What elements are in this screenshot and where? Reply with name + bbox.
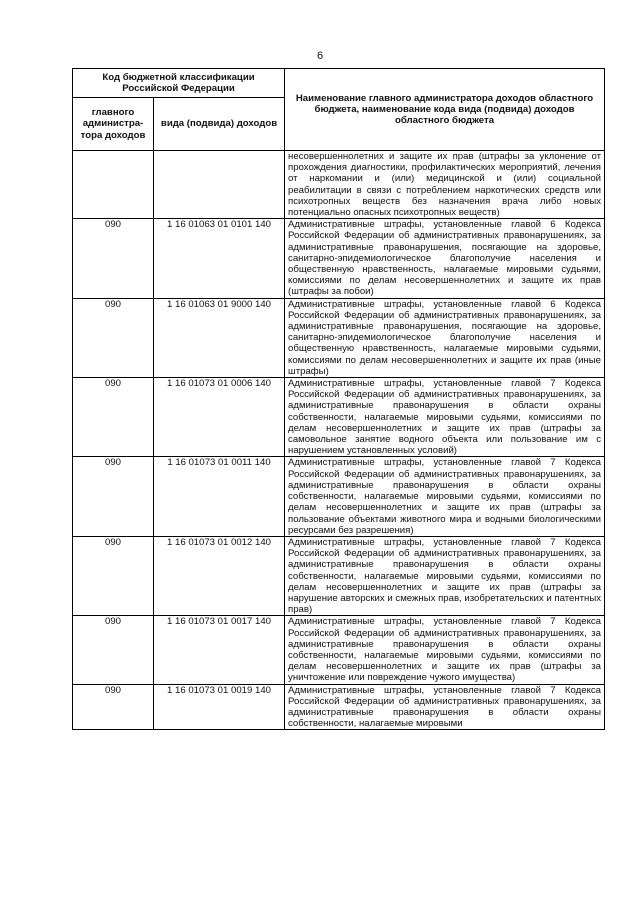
admin-code-cell: 090 [73,616,154,684]
header-admin-column: главного администра-тора доходов [73,98,154,151]
table-row [73,684,605,730]
table-row [73,378,605,457]
admin-code-cell: 090 [73,219,154,298]
revenue-code-cell: 1 16 01063 01 0101 140 [154,219,285,298]
header-bcc-group: Код бюджетной классификации Российской Федерации [73,69,285,98]
revenue-name-cell: Административные штрафы, установленные главой 6 Кодекса Российской Федерации об административных правонарушениях, за административные правонарушения, посягающие на здоровье, санитарно-эпидемиологическое благополучие населения и общественную нравственность, налагаемые мировыми судьями, комиссиями по делам несовершеннолетних и защите их прав (штрафы за побои) [285,219,605,298]
revenue-name-cell: несовершеннолетних и защите их прав (штрафы за уклонение от прохождения диагностики, профилактических мероприятий, лечения от наркомании и (или) медицинской и (или) социальной реабилитации в связи с потреблением наркотических средств или психотропных веществ без назначения врача либо новых потенциально опасных психотропных веществ) [285,151,605,219]
revenue-code-cell: 1 16 01073 01 0011 140 [154,457,285,536]
revenue-code-cell: 1 16 01063 01 9000 140 [154,298,285,377]
revenue-code-cell: 1 16 01073 01 0012 140 [154,536,285,615]
table-row [73,298,605,377]
table-row [73,616,605,684]
table-row [73,219,605,298]
revenue-code-cell [154,151,285,219]
revenue-name-cell: Административные штрафы, установленные главой 7 Кодекса Российской Федерации об административных правонарушениях, за административные правонарушения в области охраны собственности, налагаемые мировыми [285,684,605,730]
revenue-name-cell: Административные штрафы, установленные главой 7 Кодекса Российской Федерации об административных правонарушениях, за административные правонарушения в области охраны собственности, налагаемые мировыми судьями, комиссиями по делам несовершеннолетних и защите их прав (штрафы за уничтожение или повреждение чужого имущества) [285,616,605,684]
page-number: 6 [316,50,324,62]
admin-code-cell: 090 [73,457,154,536]
table-row [73,151,605,219]
revenue-code-cell: 1 16 01073 01 0006 140 [154,378,285,457]
revenue-code-cell: 1 16 01073 01 0017 140 [154,616,285,684]
revenue-name-cell: Административные штрафы, установленные главой 7 Кодекса Российской Федерации об административных правонарушениях, за административные правонарушения в области охраны собственности, налагаемые мировыми судьями, комиссиями по делам несовершеннолетних и защите их прав (штрафы за самовольное занятие водного объекта или пользование им с нарушением установленных условий) [285,378,605,457]
admin-code-cell: 090 [73,298,154,377]
table-row [73,536,605,615]
table-row [73,457,605,536]
admin-code-cell: 090 [73,536,154,615]
admin-code-cell: 090 [73,684,154,730]
revenue-name-cell: Административные штрафы, установленные главой 7 Кодекса Российской Федерации об административных правонарушениях, за административные правонарушения в области охраны собственности, налагаемые мировыми судьями, комиссиями по делам несовершеннолетних и защите их прав (штрафы за пользование объектами животного мира и водными биологическими ресурсами без разрешения) [285,457,605,536]
admin-code-cell [73,151,154,219]
header-code-column: вида (подвида) доходов [154,98,285,151]
budget-classification-table [72,68,605,730]
admin-code-cell: 090 [73,378,154,457]
revenue-code-cell: 1 16 01073 01 0019 140 [154,684,285,730]
revenue-name-cell: Административные штрафы, установленные главой 7 Кодекса Российской Федерации об административных правонарушениях, за административные правонарушения в области охраны собственности, налагаемые мировыми судьями, комиссиями по делам несовершеннолетних и защите их прав (штрафы за нарушение авторских и смежных прав, изобретательских и патентных прав) [285,536,605,615]
header-name-column: Наименование главного администратора доходов областного бюджета, наименование кода вида (подвида) доходов областного бюджета [285,69,605,151]
revenue-name-cell: Административные штрафы, установленные главой 6 Кодекса Российской Федерации об административных правонарушениях, за административные правонарушения, посягающие на здоровье, санитарно-эпидемиологическое благополучие населения и общественную нравственность, налагаемые мировыми судьями, комиссиями по делам несовершеннолетних и защите их прав (иные штрафы) [285,298,605,377]
